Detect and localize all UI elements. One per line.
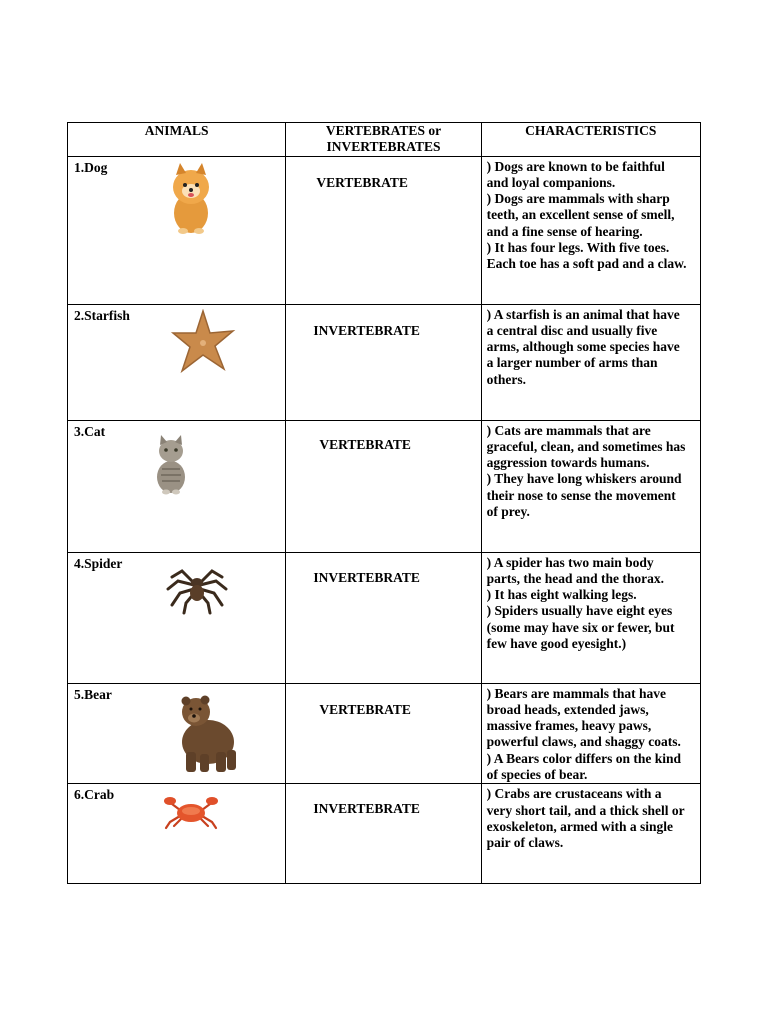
characteristic-line: teeth, an excellent sense of smell, [486, 207, 675, 223]
bear-icon [172, 692, 242, 774]
animal-cell [68, 784, 286, 884]
characteristics-cell [481, 304, 700, 420]
characteristic-line: ) A spider has two main body [486, 554, 654, 570]
crab-icon [162, 794, 220, 830]
characteristic-line: (some may have six or fewer, but [486, 619, 675, 635]
characteristic-line: aggression towards humans. [486, 455, 650, 471]
table-row [68, 552, 701, 683]
classification-cell [286, 784, 481, 884]
animal-name: 1.Dog [74, 159, 108, 175]
animals-table [67, 122, 701, 884]
characteristics-cell [481, 552, 700, 683]
header-characteristics: CHARACTERISTICS [481, 123, 700, 157]
animal-name: 4.Spider [74, 555, 123, 571]
characteristic-line: graceful, clean, and sometimes has [486, 438, 686, 454]
characteristic-line: and a fine sense of hearing. [486, 223, 643, 239]
dog-icon [156, 161, 226, 237]
characteristic-line: ) Bears are mammals that have [486, 685, 666, 701]
characteristic-line: parts, the head and the thorax. [486, 570, 665, 586]
header-animals: ANIMALS [68, 123, 286, 157]
classification-label: VERTEBRATE [316, 174, 408, 190]
characteristic-line: ) They have long whiskers around [486, 471, 682, 487]
table-header-row [68, 123, 701, 157]
classification-cell [286, 304, 481, 420]
characteristic-line: ) Crabs are crustaceans with a [486, 786, 662, 802]
table-row [68, 784, 701, 884]
cat-icon [148, 433, 194, 495]
characteristic-line: arms, although some species have [486, 339, 680, 355]
classification-cell [286, 683, 481, 784]
characteristic-line: ) A Bears color differs on the kind [486, 750, 682, 766]
classification-label: INVERTEBRATE [313, 322, 420, 338]
characteristic-line: a larger number of arms than [486, 355, 658, 371]
characteristic-line: broad heads, extended jaws, [486, 701, 649, 717]
animal-name: 6.Crab [74, 787, 115, 803]
characteristics-cell [481, 683, 700, 784]
classification-cell [286, 420, 481, 552]
table-row [68, 156, 701, 304]
characteristic-line: ) A starfish is an animal that have [486, 306, 680, 322]
characteristic-line: few have good eyesight.) [486, 636, 627, 652]
classification-label: VERTEBRATE [319, 436, 411, 452]
characteristic-line: others. [486, 371, 527, 387]
characteristic-line: and loyal companions. [486, 174, 616, 190]
classification-label: VERTEBRATE [319, 701, 411, 717]
characteristics-cell [481, 784, 700, 884]
characteristic-line: very short tail, and a thick shell or [486, 802, 685, 818]
classification-cell [286, 156, 481, 304]
characteristic-line: ) Spiders usually have eight eyes [486, 603, 673, 619]
characteristic-line: Each toe has a soft pad and a claw. [486, 256, 687, 272]
characteristic-line: ) It has four legs. With five toes. [486, 240, 670, 256]
classification-label: INVERTEBRATE [313, 801, 420, 817]
characteristic-line: pair of claws. [486, 835, 564, 851]
spider-icon [166, 559, 228, 615]
classification-cell [286, 552, 481, 683]
characteristic-line: ) Dogs are mammals with sharp [486, 191, 670, 207]
characteristic-line: ) Cats are mammals that are [486, 422, 651, 438]
characteristic-line: massive frames, heavy paws, [486, 718, 652, 734]
characteristic-line: of prey. [486, 504, 530, 520]
characteristics-cell [481, 156, 700, 304]
characteristics-cell [481, 420, 700, 552]
animal-cell [68, 304, 286, 420]
characteristic-line: their nose to sense the movement [486, 487, 676, 503]
characteristic-line: powerful claws, and shaggy coats. [486, 734, 681, 750]
characteristic-line: ) Dogs are known to be faithful [486, 158, 665, 174]
animal-cell [68, 552, 286, 683]
animal-name: 3.Cat [74, 423, 106, 439]
animal-name: 2.Starfish [74, 307, 130, 323]
starfish-icon [170, 309, 236, 375]
animal-cell [68, 420, 286, 552]
table-row [68, 683, 701, 784]
characteristic-line: exoskeleton, armed with a single [486, 818, 674, 834]
classification-label: INVERTEBRATE [313, 569, 420, 585]
table-row [68, 420, 701, 552]
table-row [68, 304, 701, 420]
characteristic-line: ) It has eight walking legs. [486, 587, 637, 603]
header-vertebrates: VERTEBRATES or INVERTEBRATES [286, 123, 481, 157]
characteristic-line: of species of bear. [486, 767, 588, 783]
characteristic-line: a central disc and usually five [486, 322, 658, 338]
animal-cell [68, 156, 286, 304]
animal-name: 5.Bear [74, 686, 112, 702]
animal-cell [68, 683, 286, 784]
